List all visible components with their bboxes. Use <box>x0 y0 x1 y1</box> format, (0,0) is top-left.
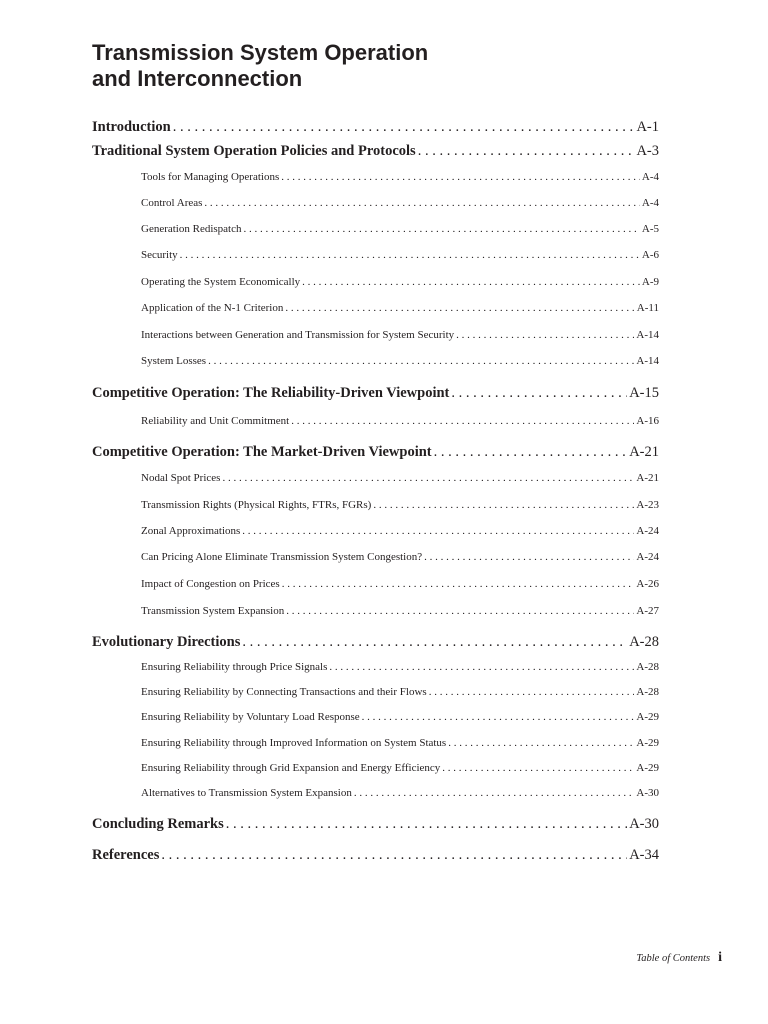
toc-entry-introduction[interactable] <box>92 119 659 136</box>
page-title-line-2: and Interconnection <box>92 66 303 91</box>
toc-entry-market-driven-viewpoint[interactable] <box>92 444 659 461</box>
toc-entry-interactions-generation-transmission[interactable] <box>141 329 659 341</box>
toc-entry-page: A-3 <box>636 143 659 159</box>
toc-entry-label: Application of the N-1 Criterion <box>141 302 284 314</box>
dot-leader <box>302 276 640 288</box>
toc-entry-reliability-improved-information[interactable] <box>141 737 659 749</box>
toc-entry-reliability-driven-viewpoint[interactable] <box>92 385 659 402</box>
dot-leader <box>222 472 634 484</box>
toc-entry-label: Traditional System Operation Policies and Protocols <box>92 143 416 159</box>
toc-entry-page: A-5 <box>641 223 659 235</box>
toc-entry-reliability-connecting-transactions[interactable] <box>141 686 659 698</box>
dot-leader <box>442 762 634 774</box>
toc-entry-reliability-and-unit-commitment[interactable] <box>141 415 659 427</box>
toc-entry-zonal-approximations[interactable] <box>141 525 659 537</box>
toc-entry-reliability-grid-expansion[interactable] <box>141 762 659 774</box>
toc-entry-page: A-16 <box>636 415 659 427</box>
toc-entry-label: Concluding Remarks <box>92 816 224 832</box>
toc-entry-concluding-remarks[interactable] <box>92 816 659 833</box>
toc-entry-transmission-system-expansion[interactable] <box>141 605 659 617</box>
footer-page-number: i <box>718 950 722 965</box>
toc-entry-label: Impact of Congestion on Prices <box>141 578 280 590</box>
dot-leader <box>180 249 640 261</box>
toc-entry-page: A-28 <box>629 634 659 650</box>
toc-entry-reliability-voluntary-load-response[interactable] <box>141 711 659 723</box>
toc-entry-label: Ensuring Reliability by Connecting Transactions and their Flows <box>141 686 427 698</box>
toc-entry-label: Ensuring Reliability through Grid Expansion and Energy Efficiency <box>141 762 441 774</box>
toc-entry-page: A-28 <box>636 686 659 698</box>
dot-leader <box>373 499 634 511</box>
toc-entry-label: Zonal Approximations <box>141 525 241 537</box>
toc-entry-operating-the-system-economically[interactable] <box>141 276 659 288</box>
dot-leader <box>354 787 635 799</box>
toc-entry-evolutionary-directions[interactable] <box>92 634 659 651</box>
toc-entry-security[interactable] <box>141 249 659 261</box>
toc-entry-page: A-4 <box>641 197 659 209</box>
dot-leader <box>285 302 634 314</box>
toc-entry-label: Control Areas <box>141 197 203 209</box>
toc-entry-impact-of-congestion-on-prices[interactable] <box>141 578 659 590</box>
toc-entry-label: Ensuring Reliability through Price Signals <box>141 661 328 673</box>
toc-entry-tools-for-managing-operations[interactable] <box>141 171 659 183</box>
dot-leader <box>204 197 639 209</box>
toc-entry-label: Introduction <box>92 119 171 135</box>
dot-leader <box>282 578 635 590</box>
dot-leader <box>424 551 634 563</box>
dot-leader <box>329 661 634 673</box>
toc-entry-label: Transmission Rights (Physical Rights, FTRs, FGRs) <box>141 499 372 511</box>
toc-entry-can-pricing-eliminate-congestion[interactable] <box>141 551 659 563</box>
toc-entry-label: Competitive Operation: The Reliability-Driven Viewpoint <box>92 385 450 401</box>
dot-leader <box>242 634 627 651</box>
dot-leader <box>242 525 634 537</box>
toc-entry-page: A-1 <box>636 119 659 135</box>
toc-entry-reliability-price-signals[interactable] <box>141 661 659 673</box>
toc-entry-label: Competitive Operation: The Market-Driven Viewpoint <box>92 444 432 460</box>
toc-entry-page: A-28 <box>636 661 659 673</box>
toc-entry-label: Tools for Managing Operations <box>141 171 280 183</box>
page-footer <box>636 950 722 966</box>
toc-entry-label: Generation Redispatch <box>141 223 242 235</box>
page-title-line-1: Transmission System Operation <box>92 40 429 65</box>
toc-entry-system-losses[interactable] <box>141 355 659 367</box>
toc-entry-label: Ensuring Reliability by Voluntary Load Response <box>141 711 360 723</box>
toc-entry-page: A-23 <box>636 499 659 511</box>
toc-entry-label: Evolutionary Directions <box>92 634 241 650</box>
dot-leader <box>448 737 634 749</box>
dot-leader <box>286 605 634 617</box>
dot-leader <box>244 223 640 235</box>
dot-leader <box>208 355 634 367</box>
dot-leader <box>418 143 635 160</box>
toc-entry-page: A-14 <box>636 329 659 341</box>
toc-entry-transmission-rights[interactable] <box>141 499 659 511</box>
toc-entry-label: Alternatives to Transmission System Expansion <box>141 787 352 799</box>
dot-leader <box>161 847 627 864</box>
toc-entry-label: Transmission System Expansion <box>141 605 285 617</box>
dot-leader <box>291 415 634 427</box>
toc-entry-generation-redispatch[interactable] <box>141 223 659 235</box>
toc-entry-page: A-24 <box>636 525 659 537</box>
toc-entry-label: Operating the System Economically <box>141 276 301 288</box>
toc-entry-page: A-24 <box>636 551 659 563</box>
toc-entry-page: A-29 <box>636 711 659 723</box>
toc-entry-application-of-n-1-criterion[interactable] <box>141 302 659 314</box>
toc-entry-page: A-6 <box>641 249 659 261</box>
dot-leader <box>173 119 635 136</box>
toc-entry-page: A-4 <box>641 171 659 183</box>
dot-leader <box>434 444 628 461</box>
toc-entry-references[interactable] <box>92 847 659 864</box>
toc-entry-alternatives-to-expansion[interactable] <box>141 787 659 799</box>
toc-entry-page: A-34 <box>629 847 659 863</box>
toc-entry-label: Nodal Spot Prices <box>141 472 221 484</box>
toc-entry-label: Reliability and Unit Commitment <box>141 415 290 427</box>
toc-entry-page: A-29 <box>636 737 659 749</box>
dot-leader <box>456 329 634 341</box>
toc-entry-page: A-11 <box>636 302 659 314</box>
toc-entry-page: A-26 <box>636 578 659 590</box>
toc-entry-page: A-27 <box>636 605 659 617</box>
toc-entry-page: A-14 <box>636 355 659 367</box>
toc-entry-control-areas[interactable] <box>141 197 659 209</box>
toc-entry-label: Ensuring Reliability through Improved Information on System Status <box>141 737 447 749</box>
toc-entry-page: A-30 <box>636 787 659 799</box>
toc-entry-label: Interactions between Generation and Transmission for System Security <box>141 329 455 341</box>
toc-entry-label: References <box>92 847 160 863</box>
dot-leader <box>451 385 627 402</box>
dot-leader <box>281 171 640 183</box>
toc-entry-page: A-21 <box>629 444 659 460</box>
toc-entry-label: System Losses <box>141 355 207 367</box>
toc-entry-nodal-spot-prices[interactable] <box>141 472 659 484</box>
toc-entry-page: A-29 <box>636 762 659 774</box>
dot-leader <box>362 711 635 723</box>
toc-entry-page: A-30 <box>629 816 659 832</box>
toc-entry-traditional-system-operation[interactable] <box>92 143 659 160</box>
footer-section-label: Table of Contents <box>636 953 711 964</box>
dot-leader <box>429 686 635 698</box>
dot-leader <box>226 816 627 833</box>
toc-entry-page: A-15 <box>629 385 659 401</box>
toc-entry-page: A-21 <box>636 472 659 484</box>
toc-entry-page: A-9 <box>641 276 659 288</box>
toc-entry-label: Can Pricing Alone Eliminate Transmission System Congestion? <box>141 551 423 563</box>
toc-entry-label: Security <box>141 249 178 261</box>
